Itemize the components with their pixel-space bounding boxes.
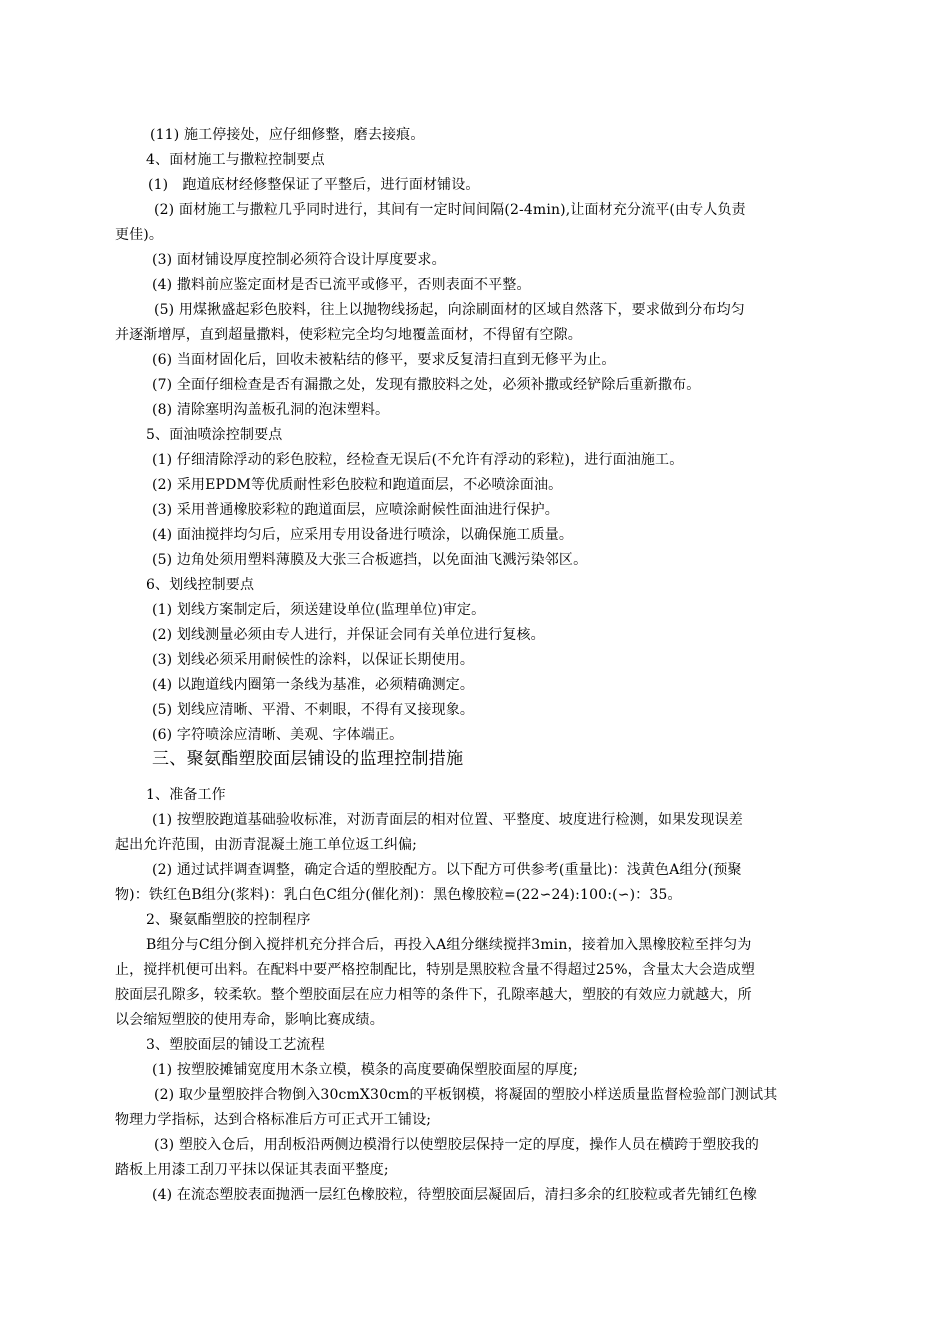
section-heading: 1、准备工作 xyxy=(146,787,226,803)
paragraph-line: (1) 跑道底材经修整保证了平整后，进行面材铺设。 xyxy=(148,177,480,193)
section-heading: 5、面油喷涂控制要点 xyxy=(146,427,283,443)
paragraph-line: (5) 划线应清晰、平滑、不刺眼，不得有叉接现象。 xyxy=(152,702,475,718)
paragraph-line: 物理力学指标，达到合格标准后方可正式开工铺设; xyxy=(115,1112,432,1128)
paragraph-line: (11) 施工停接处，应仔细修整，磨去接痕。 xyxy=(150,127,425,143)
paragraph-line: (1) 仔细清除浮动的彩色胶粒，经检查无误后(不允许有浮动的彩粒)，进行面油施工。 xyxy=(152,452,684,468)
paragraph-line: (2) 采用EPDM等优质耐性彩色胶粒和跑道面层，不必喷涂面油。 xyxy=(152,477,563,493)
paragraph-line: (1) 按塑胶跑道基础验收标准，对沥青面层的相对位置、平整度、坡度进行检测，如果发现误差 xyxy=(152,812,743,828)
paragraph-line: (6) 字符喷涂应清晰、美观、字体端正。 xyxy=(152,727,404,743)
paragraph-line: (4) 撒料前应鉴定面材是否已流平或修平，否则表面不平整。 xyxy=(152,277,531,293)
paragraph-line: (3) 划线必须采用耐候性的涂料，以保证长期使用。 xyxy=(152,652,475,668)
paragraph-line: 胶面层孔隙多，较柔软。整个塑胶面层在应力相等的条件下，孔隙率越大，塑胶的有效应力就越大，所 xyxy=(115,987,752,1003)
paragraph-line: 以会缩短塑胶的使用寿命，影响比赛成绩。 xyxy=(115,1012,384,1028)
paragraph-line: (8) 清除塞明沟盖板孔洞的泡沫塑料。 xyxy=(152,402,390,418)
chapter-heading: 三、聚氨酯塑胶面层铺设的监理控制措施 xyxy=(152,749,464,769)
paragraph-line: (6) 当面材固化后，回收未被粘结的修平，要求反复清扫直到无修平为止。 xyxy=(152,352,616,368)
section-heading: 6、划线控制要点 xyxy=(146,577,255,593)
paragraph-line: 更佳)。 xyxy=(115,227,164,243)
paragraph-line: (5) 边角处须用塑料薄膜及大张三合板遮挡，以免面油飞溅污染邻区。 xyxy=(152,552,588,568)
paragraph-line: B组分与C组分倒入搅拌机充分拌合后，再投入A组分继续搅拌3min，接着加入黑橡胶粒至拌匀为 xyxy=(146,937,752,953)
paragraph-line: 并逐渐增厚，直到超量撒料，使彩粒完全均匀地覆盖面材，不得留有空隙。 xyxy=(115,327,582,343)
paragraph-line: (3) 面材铺设厚度控制必须符合设计厚度要求。 xyxy=(152,252,446,268)
paragraph-line: 止，搅拌机便可出料。在配料中要严格控制配比，特别是黑胶粒含量不得超过25%，含量太大会造成塑 xyxy=(115,962,756,978)
paragraph-line: (4) 以跑道线内圈第一条线为基准，必须精确测定。 xyxy=(152,677,475,693)
paragraph-line: (3) 塑胶入仓后，用刮板沿两侧边模滑行以使塑胶层保持一定的厚度，操作人员在横跨于塑胶我的 xyxy=(154,1137,760,1153)
paragraph-line: 踏板上用漆工刮刀平抹以保证其表面平整度; xyxy=(115,1162,389,1178)
paragraph-line: (1) 划线方案制定后，须送建设单位(监理单位)审定。 xyxy=(152,602,486,618)
section-heading: 3、塑胶面层的铺设工艺流程 xyxy=(146,1037,325,1053)
paragraph-line: 物)：铁红色B组分(浆料)：乳白色C组分(催化剂)：黑色橡胶粒=(22∽24):100:(∽)：35。 xyxy=(115,887,682,903)
paragraph-line: (2) 取少量塑胶拌合物倒入30cmX30cm的平板钢模，将凝固的塑胶小样送质量监督检验部门测试其 xyxy=(154,1087,778,1103)
paragraph-line: (2) 通过试拌调查调整，确定合适的塑胶配方。以下配方可供参考(重量比)：浅黄色A组分(预聚 xyxy=(152,862,742,878)
paragraph-line: (3) 采用普通橡胶彩粒的跑道面层，应喷涂耐候性面油进行保护。 xyxy=(152,502,559,518)
paragraph-line: (7) 全面仔细检查是否有漏撒之处，发现有撒胶料之处，必须补撒或经铲除后重新撒布。 xyxy=(152,377,701,393)
paragraph-line: (4) 在流态塑胶表面抛洒一层红色橡胶粒，待塑胶面层凝固后，清扫多余的红胶粒或者先铺红色橡 xyxy=(152,1187,758,1203)
section-heading: 2、聚氨酯塑胶的控制程序 xyxy=(146,912,311,928)
paragraph-line: (4) 面油搅拌均匀后，应采用专用设备进行喷涂，以确保施工质量。 xyxy=(152,527,574,543)
paragraph-line: (2) 面材施工与撒粒几乎同时进行，其间有一定时间间隔(2-4min),让面材充分流平(由专人负责 xyxy=(154,202,746,218)
section-heading: 4、面材施工与撒粒控制要点 xyxy=(146,152,325,168)
paragraph-line: (2) 划线测量必须由专人进行，并保证会同有关单位进行复核。 xyxy=(152,627,545,643)
paragraph-line: (1) 按塑胶摊铺宽度用木条立模，模条的高度要确保塑胶面屋的厚度; xyxy=(152,1062,578,1078)
paragraph-line: (5) 用煤揪盛起彩色胶料，往上以抛物线扬起，向涂刷面材的区域自然落下，要求做到分布均匀 xyxy=(154,302,745,318)
paragraph-line: 起出允许范围，由沥青混凝土施工单位返工纠偏; xyxy=(115,837,418,853)
